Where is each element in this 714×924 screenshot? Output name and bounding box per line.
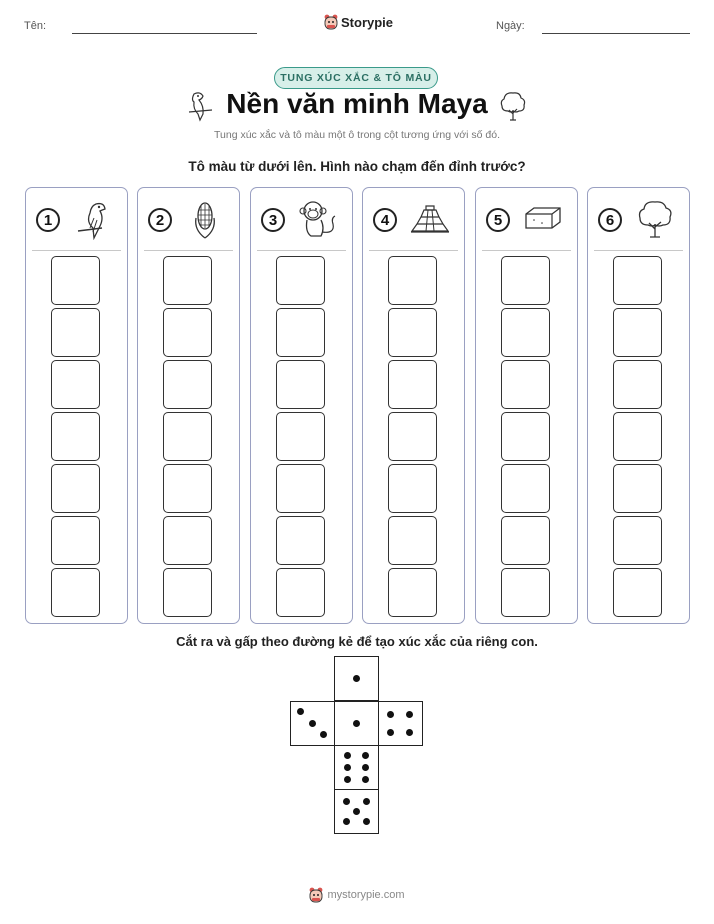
color-cell[interactable] xyxy=(613,516,662,565)
color-cell[interactable] xyxy=(163,464,212,513)
dice-instruction: Cắt ra và gấp theo đường kẻ để tạo xúc xắc của riêng con. xyxy=(176,634,538,649)
tree-title-icon xyxy=(498,90,528,122)
color-cell[interactable] xyxy=(51,568,100,617)
column-3 xyxy=(250,187,353,624)
column-6 xyxy=(587,187,690,624)
color-cell[interactable] xyxy=(51,256,100,305)
column-header xyxy=(26,188,127,250)
color-cell[interactable] xyxy=(613,360,662,409)
pyramid-icon xyxy=(409,198,451,240)
corn-icon xyxy=(184,198,226,240)
column-header xyxy=(138,188,239,250)
color-cell[interactable] xyxy=(613,464,662,513)
footer-url[interactable]: mystorypie.com xyxy=(327,889,405,901)
color-cell[interactable] xyxy=(163,516,212,565)
storypie-logo-icon xyxy=(324,14,338,30)
color-cell[interactable] xyxy=(276,568,325,617)
column-2 xyxy=(137,187,240,624)
dice-face-1[interactable] xyxy=(334,656,379,701)
footer xyxy=(0,887,714,903)
stone-block-icon xyxy=(522,198,564,240)
page-title: Nền văn minh Maya xyxy=(226,88,488,119)
color-cell[interactable] xyxy=(51,464,100,513)
parrot-icon xyxy=(72,198,114,240)
color-cell[interactable] xyxy=(163,568,212,617)
brand-name: Storypie xyxy=(341,14,394,30)
color-cell[interactable] xyxy=(163,256,212,305)
column-number: 4 xyxy=(373,208,397,232)
game-instruction: Tô màu từ dưới lên. Hình nào chạm đến đỉnh trước? xyxy=(188,159,526,174)
color-cell[interactable] xyxy=(276,308,325,357)
dice-face-4[interactable] xyxy=(378,701,423,746)
column-header xyxy=(476,188,577,250)
column-number: 6 xyxy=(598,208,622,232)
color-cell[interactable] xyxy=(276,464,325,513)
color-cell[interactable] xyxy=(51,360,100,409)
color-cell[interactable] xyxy=(51,516,100,565)
color-cell[interactable] xyxy=(276,360,325,409)
color-cell[interactable] xyxy=(276,516,325,565)
column-5 xyxy=(475,187,578,624)
column-number: 3 xyxy=(261,208,285,232)
dice-face-1[interactable] xyxy=(334,701,379,746)
color-cell[interactable] xyxy=(501,308,550,357)
page-subtitle: Tung xúc xắc và tô màu một ô trong cột tương ứng với số đó. xyxy=(214,129,500,141)
column-1 xyxy=(25,187,128,624)
color-cell[interactable] xyxy=(388,516,437,565)
color-cell[interactable] xyxy=(388,256,437,305)
tree-icon xyxy=(634,198,676,240)
monkey-icon xyxy=(297,198,339,240)
date-label: Ngày: xyxy=(496,20,525,32)
color-cell[interactable] xyxy=(388,412,437,461)
dice-face-6[interactable] xyxy=(334,745,379,790)
color-cell[interactable] xyxy=(163,412,212,461)
activity-badge: TUNG XÚC XẮC & TÔ MÀU xyxy=(274,67,438,89)
color-cell[interactable] xyxy=(613,412,662,461)
color-cell[interactable] xyxy=(51,308,100,357)
column-number: 2 xyxy=(148,208,172,232)
name-line[interactable] xyxy=(72,33,257,34)
column-header xyxy=(588,188,689,250)
name-label: Tên: xyxy=(24,20,47,32)
color-cell[interactable] xyxy=(501,360,550,409)
color-cell[interactable] xyxy=(613,308,662,357)
dice-face-3[interactable] xyxy=(290,701,335,746)
storypie-logo-icon xyxy=(309,887,323,903)
column-4 xyxy=(362,187,465,624)
color-cell[interactable] xyxy=(388,308,437,357)
color-cell[interactable] xyxy=(163,308,212,357)
dice-face-5[interactable] xyxy=(334,789,379,834)
color-cell[interactable] xyxy=(51,412,100,461)
color-cell[interactable] xyxy=(501,412,550,461)
column-number: 5 xyxy=(486,208,510,232)
date-line[interactable] xyxy=(542,33,690,34)
color-cell[interactable] xyxy=(388,568,437,617)
color-cell[interactable] xyxy=(276,412,325,461)
color-cell[interactable] xyxy=(388,360,437,409)
color-cell[interactable] xyxy=(613,256,662,305)
brand-logo xyxy=(324,12,393,32)
color-cell[interactable] xyxy=(501,464,550,513)
color-cell[interactable] xyxy=(613,568,662,617)
column-number: 1 xyxy=(36,208,60,232)
color-cell[interactable] xyxy=(276,256,325,305)
color-cell[interactable] xyxy=(501,516,550,565)
color-cell[interactable] xyxy=(501,256,550,305)
color-cell[interactable] xyxy=(163,360,212,409)
column-header xyxy=(363,188,464,250)
column-header xyxy=(251,188,352,250)
color-cell[interactable] xyxy=(501,568,550,617)
color-cell[interactable] xyxy=(388,464,437,513)
